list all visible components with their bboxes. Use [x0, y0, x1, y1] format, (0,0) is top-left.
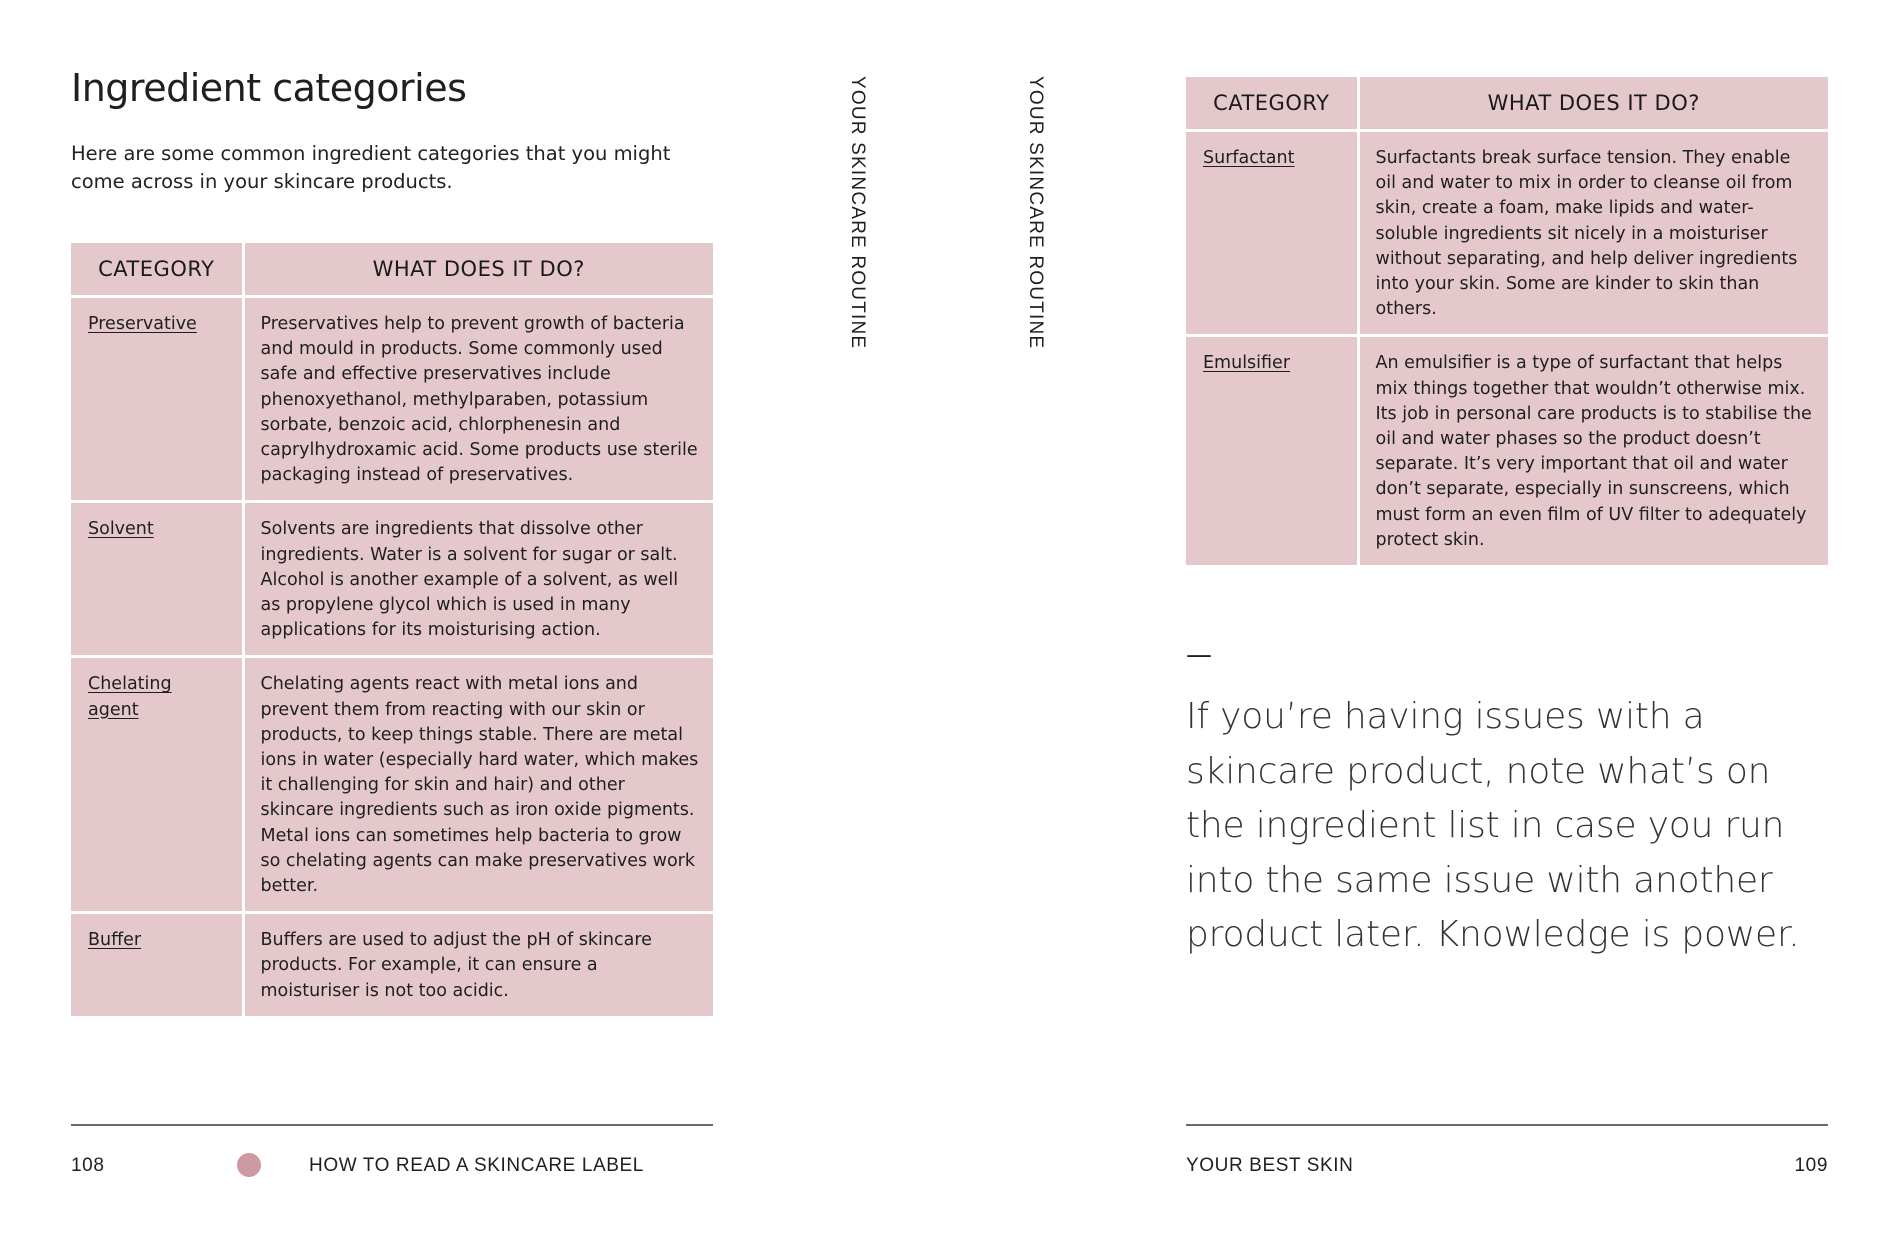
- category-description: An emulsifier is a type of surfactant that helps mix things together that wouldn’t otherwise mix. Its job in personal care products is to stabilise the oil and water phases so the product doesn’t separate. It’s very important that oil and water don’t separate, especially in sunscreens, which must form an even film of UV filter to adequately protect skin.: [1358, 336, 1828, 565]
- table-row: [1186, 131, 1828, 336]
- footer-book-title: YOUR BEST SKIN: [1186, 1155, 1354, 1176]
- header-description: WHAT DOES IT DO?: [243, 243, 713, 297]
- header-category: CATEGORY: [1186, 77, 1358, 131]
- ingredient-table-right: [1186, 77, 1828, 565]
- table-row: [1186, 336, 1828, 565]
- category-description: Solvents are ingredients that dissolve other ingredients. Water is a solvent for sugar or salt. Alcohol is another example of a solvent, as well as propylene glycol which is used in many applications for its moisturising action.: [243, 502, 713, 657]
- category-description: Buffers are used to adjust the pH of skincare products. For example, it can ensure a moisturiser is not too acidic.: [243, 913, 713, 1016]
- header-category: CATEGORY: [71, 243, 243, 297]
- footer-divider-right: [1186, 1124, 1828, 1126]
- category-name: Preservative: [71, 297, 243, 502]
- intro-paragraph: Here are some common ingredient categories that you might come across in your skincare products.: [71, 142, 671, 193]
- category-name: Solvent: [71, 502, 243, 657]
- spine-text-left: YOUR SKINCARE ROUTINE: [847, 76, 868, 350]
- spine-text-right: YOUR SKINCARE ROUTINE: [1025, 76, 1046, 350]
- category-name: Chelating agent: [71, 657, 243, 913]
- category-name: Emulsifier: [1186, 336, 1358, 565]
- table-header-row: [1186, 77, 1828, 131]
- page-number-right: 109: [1794, 1155, 1828, 1176]
- pull-quote: If you’re having issues with a skincare product, note what’s on the ingredient list in case you run into the same issue with another product later. Knowledge is power.: [1186, 696, 1800, 955]
- category-name: Surfactant: [1186, 131, 1358, 336]
- page-heading: Ingredient categories: [71, 66, 467, 110]
- footer-chapter-title: HOW TO READ A SKINCARE LABEL: [309, 1155, 644, 1176]
- quote-dash: —: [1186, 640, 1212, 670]
- category-name: Buffer: [71, 913, 243, 1016]
- category-description: Preservatives help to prevent growth of bacteria and mould in products. Some commonly used safe and effective preservatives include phenoxyethanol, methylparaben, potassium sorbate, benzoic acid, chlorphenesin and caprylhydroxamic acid. Some products use sterile packaging instead of preservatives.: [243, 297, 713, 502]
- header-description: WHAT DOES IT DO?: [1358, 77, 1828, 131]
- page-number-left: 108: [71, 1155, 105, 1176]
- category-description: Chelating agents react with metal ions and prevent them from reacting with our skin or products, to keep things stable. There are metal ions in water (especially hard water, which makes it challenging for skin and hair) and other skincare ingredients such as iron oxide pigments. Metal ions can sometimes help bacteria to grow so chelating agents can make preservatives work better.: [243, 657, 713, 913]
- category-description: Surfactants break surface tension. They enable oil and water to mix in order to cleanse oil from skin, create a foam, make lipids and water-soluble ingredients sit nicely in a moisturiser without separating, and help deliver ingredients into your skin. Some are kinder to skin than others.: [1358, 131, 1828, 336]
